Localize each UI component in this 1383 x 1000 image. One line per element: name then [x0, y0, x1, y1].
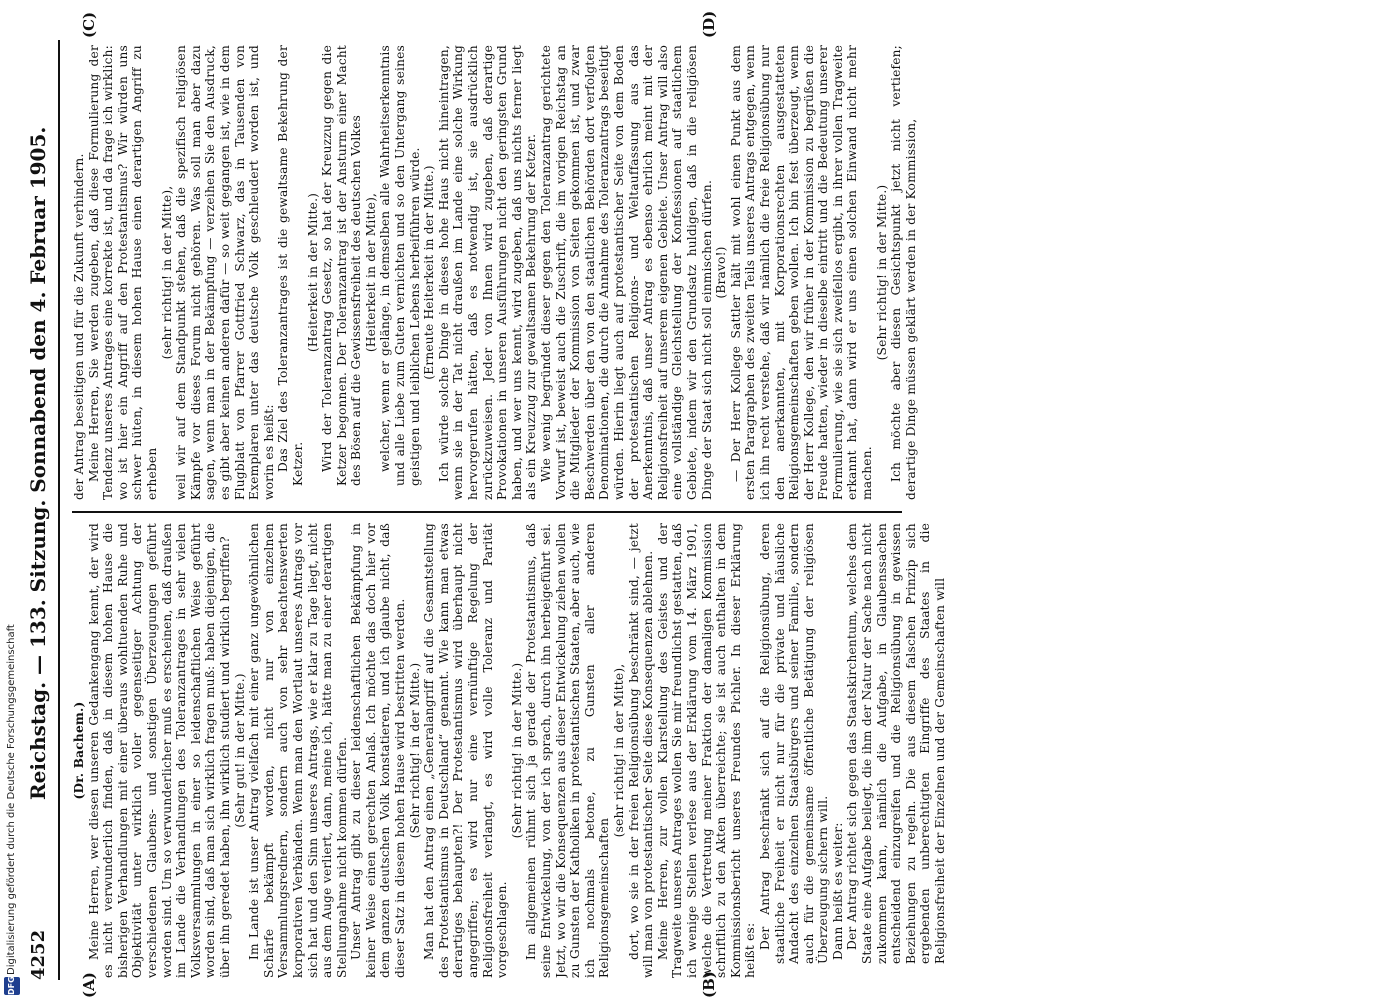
interjection: (Sehr richtig! in der Mitte.) [509, 662, 524, 839]
running-title: Reichstag. — 133. Sitzung. Sonnabend den 4. Februar 1905. [26, 126, 50, 800]
interjection: (Heiterkeit in der Mitte.) [305, 192, 320, 353]
margin-letter-c: (C) [80, 11, 98, 38]
quotation: Der Antrag beschränkt sich auf die Religionsübung, deren staatliche Freiheit er nicht nur für die private und häusliche Andacht des einzelnen Staatsbürgers und seiner Familie, sondern auch für die gemeinsame öffentliche Betätigung der religiösen Überzeugung sichern will. [757, 523, 831, 964]
paragraph: Im allgemeinen rühmt sich ja gerade der Protestantismus, daß seine Entwickelung, von der ich sprach, durch ihn herbeigeführt sei. Jetzt, wo wir die Konsequenzen aus dieser Entwickelung ziehen wollen zu Gunsten der Katholiken in protestantischen Staaten, aber auch, wie ich nochmals betone, zu Gunsten aller anderen Religionsgemeinschaften [524, 523, 612, 978]
speaker-label: (Dr. Bachem.) [72, 701, 86, 800]
quotation: Das Ziel des Toleranzantrages ist die gewaltsame Bekehrung der Ketzer. [276, 45, 305, 486]
quotation: welcher, wenn er gelänge, in demselben alle Wahrheitserkenntnis und alle Liebe zum Guten vernichten und so den Untergang seines geistigen und leiblichen Lebens herbeiführen würde. [378, 45, 422, 486]
digitization-footer [2, 605, 24, 997]
interjection: (Sehr richtig! in der Mitte.) [874, 184, 889, 361]
paragraph: Unser Antrag gibt zu dieser leidenschaftlichen Bekämpfung in keiner Weise einen gerechten Anlaß. Ich möchte das doch hier vor dem ganzen deutschen Volk konstatieren, und ich glaube nicht, daß dieser Satz in diesem hohen Hause wird bestritten werden. [349, 523, 408, 978]
quotation: Wird der Toleranzantrag Gesetz, so hat der Kreuzzug gegen die Ketzer begonnen. Der Toleranzantrag ist der Ansturm einer Macht des Bösen auf die Gewissensfreiheit des deutschen Volkes [320, 45, 364, 486]
paragraph: Meine Herren, wer diesen unseren Gedankengang kennt, der wird es nicht verwunderlich finden, daß in diesem hohen Hause die bisherigen Verhandlungen mit einer überaus wohltuenden Ruhe und Objektivität unter wirklich voller gegenseitiger Achtung der verschiedenen Glaubens- und sonstigen Überzeugungen geführt worden sind. Um so verwunderlicher muß es erscheinen, daß draußen im Lande die Verhandlungen des Toleranzantrages in sehr vielen Volksversammlungen in einer so leidenschaftlichen Weise geführt worden sind, daß man sich wirklich fragen muß: haben diejenigen, die über ihn geredet haben, ihn wirklich studiert und wirklich begriffen? [86, 523, 232, 978]
interjection: (Sehr richtig! in der Mitte.) [407, 662, 422, 839]
paragraph: Ich möchte aber diesen Gesichtspunkt jetzt nicht vertiefen; derartige Dinge müssen geklärt werden in der Kommission, [889, 45, 918, 500]
dfg-logo-text: DFG [7, 976, 16, 995]
column-divider [72, 511, 902, 513]
paragraph: Wie wenig begründet dieser gegen den Toleranzantrag gerichtete Vorwurf ist, beweist auch die Zuschrift, die im vorigen Reichstag an die Mitglieder der Kommission von Seiten gekommen ist, und zwar Beschwerden über den von den staatlichen Behörden dort verfolgten Denominationen, die durch die Annahme des Toleranzantrags beseitigt würden. Hierin liegt auch auf protestantischer Seite von dem Boden der protestantischen Religions- und Weltauffassung aus das Anerkenntnis, daß unser Antrag es ebenso ehrlich meint mit der Religionsfreiheit auf unserem eigenen Gebiete. Unser Antrag will also eine vollständige Gleichstellung der Konfessionen auf staatlichem Gebiete, indem wir den Grundsatz huldigen, daß in die religiösen Dinge der Staat sich nicht soll einmischen dürfen. [539, 45, 714, 500]
interjection: (sehr richtig! in der Mitte), [611, 663, 626, 838]
header-rule [58, 40, 60, 980]
interjection: (Bravo!) [714, 246, 729, 299]
paragraph: Ich würde solche Dinge in dieses hohe Haus nicht hineintragen, wenn sie in der Tat nicht draußen im Lande eine solche Wirkung hervorgerufen hätten, daß es notwendig ist, sie ausdrücklich zurückzuweisen. Jeder von Ihnen wird zugeben, daß derartige Provokationen in unseren Ausführungen nicht den geringsten Grund haben, und wer uns kennt, wird zugeben, daß uns nichts ferner liegt als ein Kreuzzug zur gewaltsamen Bekehrung der Ketzer. [436, 45, 539, 500]
margin-letter-d: (D) [700, 10, 718, 38]
paragraph: — Der Herr Kollege Sattler hält mit wohl einen Punkt aus dem ersten Paragraphen des zweiten Teils unseres Antrags entgegen, wenn ich ihn recht verstehe, daß wir nämlich die freie Religionsübung nur den anerkannten, mit Korporationsrechten ausgestatteten Religionsgemeinschaften geben wollen. Ich bin fest überzeugt, wenn der Herr Kollege, den wir früher in der Kommission zu begrüßen die Freude hatten, wieder in dieselbe eintritt und die Bedeutung unserer Formulierung, wie sie sich zweifellos ergibt, in ihrer vollen Tragweite erkannt hat, dann wird er uns einen solchen Einwand nicht mehr machen. [728, 45, 875, 500]
paragraph: Dann heißt es weiter: [830, 822, 845, 960]
interjection: (Heiterkeit in der Mitte), [363, 192, 378, 353]
page-header [22, 40, 62, 980]
footer-text: Digitalisierung gefördert durch die Deutsche Forschungsgemeinschaft [6, 624, 17, 975]
right-column [72, 45, 1277, 500]
paragraph: Im Lande ist unser Antrag vielfach mit einer ganz ungewöhnlichen Schärfe bekämpft worden, nicht nur von einzelnen Versammlungsrednern, sondern auch von sehr beachtenswerten korporativen Verbänden. Wenn man den Wortlaut unseres Antrags vor sich hat und den Sinn unseres Antrags, wie er klar zu Tage liegt, nicht aus dem Auge verliert, dann, meine ich, hätte man zu einer derartigen Stellungnahme nicht kommen dürfen. [247, 523, 349, 978]
paragraph: Man hat den Antrag einen „Generalangriff auf die Gesamtstellung des Protestantismus in Deutschland“ genannt. Wie kann man etwas derartiges behaupten?! Der Protestantismus wird überhaupt nicht angegriffen; es wird nur eine vernünftige Regelung der Religionsfreiheit verlangt, es wird volle Toleranz und Parität vorgeschlagen. [422, 523, 510, 978]
quotation: Der Antrag richtet sich gegen das Staatskirchentum, welches dem Staate eine Aufgabe beilegt, die ihm der Natur der Sache nach nicht zukommen kann, nämlich die Aufgabe, in Glaubenssachen entscheidend einzugreifen und die Religionsübung in gewissen Beziehungen zu regeln. Die aus diesem falschen Prinzip sich ergebenden unberechtigten Eingriffe des Staates in die Religionsfreiheit der Einzelnen und der Gemeinschaften will [845, 523, 948, 964]
margin-letter-a: (A) [80, 972, 98, 998]
paragraph: Meine Herren, Sie werden zugeben, daß diese Formulierung der Tendenz unseres Antrages eine korrekte ist, und da frage ich wirklich: wo ist hier ein Angriff auf den Protestantismus? Wir würden uns schwer hüten, in diesem hohen Hause einen derartigen Angriff zu erheben [86, 45, 159, 500]
paragraph: der Antrag beseitigen und für die Zukunft verhindern. [72, 153, 86, 500]
interjection: (Erneute Heiterkeit in der Mitte.) [422, 165, 437, 380]
dfg-logo [4, 977, 20, 995]
paragraph: Meine Herren, zur vollen Klarstellung des Geistes und der Tragweite unseres Antrages wollen Sie mir freundlichst gestatten, daß ich wenige Stellen verlese aus der Erklärung vom 14. März 1901, welche die Vertretung meiner Fraktion der damaligen Kommission schriftlich zu den Akten überreichte; sie ist auch enthalten in dem Kommissionsbericht unseres Freundes Pichler. In dieser Erklärung heißt es: [655, 523, 758, 978]
left-column [72, 523, 1277, 978]
interjection: (Sehr gut! in der Mitte.) [232, 673, 247, 828]
paragraph: dort, wo sie in der freien Religionsübung beschränkt sind, — jetzt will man von protestantischer Seite diese Konsequenzen ablehnen. [626, 523, 656, 978]
margin-letter-b: (B) [700, 971, 718, 998]
page-number: 4252 [28, 929, 49, 980]
interjection: (sehr richtig! in der Mitte), [159, 185, 174, 360]
paragraph: weil wir auf dem Standpunkt stehen, daß die spezifisch religiösen Kämpfe vor dieses Forum nicht gehören. Was soll man aber dazu sagen, wenn man in der Bekämpfung — verzeihen Sie den Ausdruck, es gibt aber keinen anderen dafür — so weit gegangen ist, wie in dem Flugblatt von Pfarrer Gottfried Schwarz, das in Tausenden von Exemplaren unter das deutsche Volk geschleudert worden ist, und worin es heißt: [174, 45, 276, 500]
